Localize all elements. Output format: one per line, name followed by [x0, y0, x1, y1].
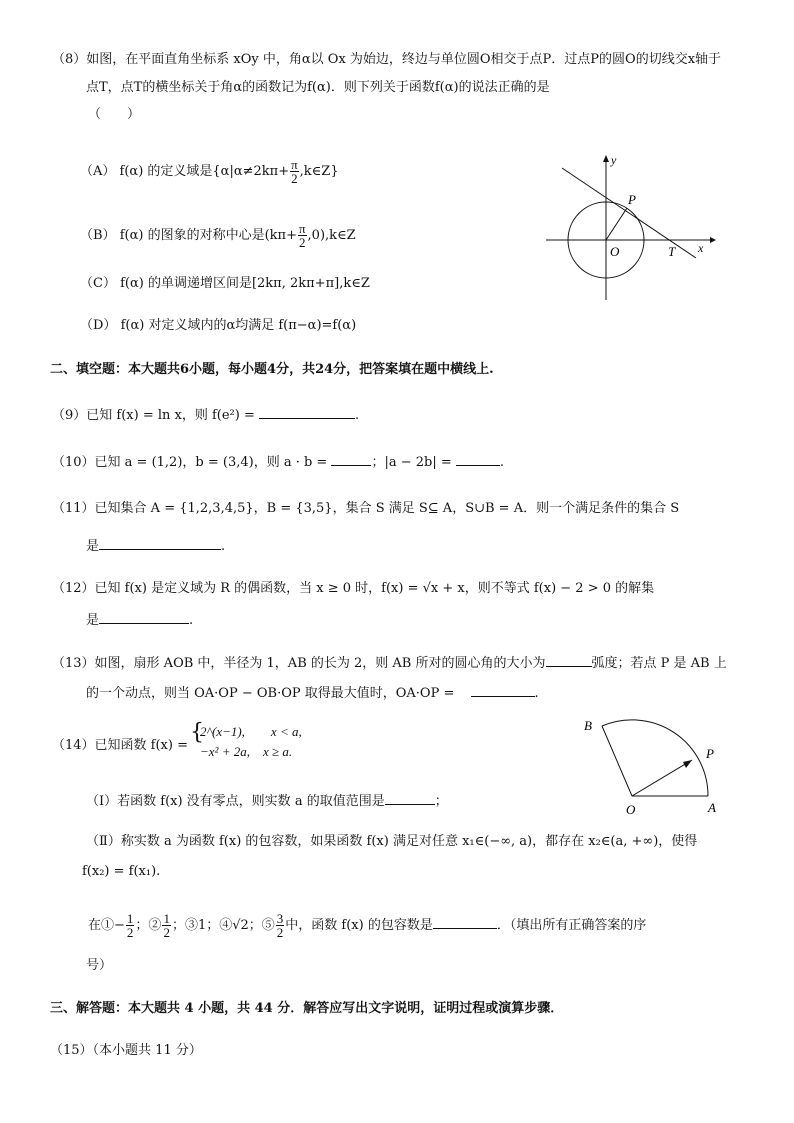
label-y: y	[611, 153, 617, 167]
q9-answer-blank[interactable]	[259, 406, 355, 419]
label-p: P	[706, 746, 714, 761]
option-b-tail: ,0),k∈Z	[307, 228, 356, 243]
q14-part-1	[86, 792, 448, 810]
q13-end: .	[534, 686, 539, 701]
fraction: $\frac{1}{2}$	[126, 911, 134, 940]
q12-end: .	[189, 613, 194, 628]
q13-line1	[52, 654, 727, 672]
section-2-heading: 二、填空题：本大题共6小题，每小题4分，共24分，把答案填在题中横线上.	[50, 362, 494, 377]
option-a-tail: ,k∈Z}	[299, 164, 339, 179]
q13-line1-text: （13）如图，扇形 AOB 中，半径为 1，AB 的长为 2，则 AB 所对的圆心角的大小为	[52, 656, 546, 671]
q10-text: （10）已知 a = (1,2)，b = (3,4)，则 a · b =	[52, 455, 332, 470]
q14-part-1-text: （Ⅰ）若函数 f(x) 没有零点，则实数 a 的取值范围是	[86, 794, 385, 809]
q13-answer-blank-2[interactable]	[471, 684, 535, 697]
label-o: O	[626, 802, 636, 817]
q13-answer-blank-1[interactable]	[546, 654, 592, 667]
q14-part-2-line1: （Ⅱ）称实数 a 为函数 f(x) 的包容数，如果函数 f(x) 满足对任意 x₁∈(−∞, a)，都存在 x₂∈(a, +∞)，使得	[86, 834, 698, 849]
q14-case-1: 2^(x−1), x < a,	[200, 724, 302, 739]
q8-option-b	[80, 222, 356, 249]
q10	[52, 453, 504, 471]
q11-answer-blank[interactable]	[99, 537, 221, 550]
q10-end: .	[499, 455, 505, 470]
radius-op	[606, 208, 627, 240]
option-c-text: f(α) 的单调递增区间是[2kπ, 2kπ+π],k∈Z	[120, 276, 370, 291]
q14-opt1-sign: −	[114, 918, 125, 933]
label-a: A	[708, 800, 716, 815]
q10-answer-blank-1[interactable]	[331, 453, 371, 466]
vector-op	[632, 760, 692, 796]
unit-circle-figure	[540, 150, 720, 310]
option-d-label: （D）	[80, 318, 117, 333]
option-d-text: f(α) 对定义域内的α均满足 f(π−α)=f(α)	[120, 318, 357, 333]
sector-figure	[576, 712, 736, 824]
q14-opt3: ；③1；④√2；⑤	[171, 918, 275, 933]
fraction: $\frac{\pi}{2}$	[291, 157, 298, 186]
label-p: P	[628, 192, 636, 207]
q9-text: （9）已知 f(x) = ln x，则 f(e²) =	[52, 408, 259, 423]
label-t: T	[668, 244, 676, 259]
q9-end: .	[355, 408, 360, 423]
option-a-text: f(α) 的定义域是{α|α≠2kπ+	[119, 164, 290, 179]
q11-line2-text: 是	[86, 539, 100, 554]
q12-answer-blank[interactable]	[99, 611, 189, 624]
tangent-line	[562, 168, 696, 258]
q8-answer-paren: （ ）	[88, 107, 141, 122]
q13-line2	[86, 684, 539, 702]
label-b: B	[584, 718, 592, 733]
q11-line1: （11）已知集合 A = {1,2,3,4,5}，B = {3,5}，集合 S 满足 S⊆ A，S∪B = A．则一个满足条件的集合 S	[52, 501, 680, 516]
q14-part-2-line2: f(x₂) = f(x₁).	[82, 864, 161, 879]
radius-ob	[602, 726, 632, 796]
section-3-heading: 三、解答题：本大题共 4 小题，共 44 分．解答应写出文字说明，证明过程或演算步骤．	[50, 1001, 564, 1016]
q10-answer-blank-2[interactable]	[456, 453, 500, 466]
q14-list-line2: 号）	[86, 958, 113, 973]
fraction: $\frac{3}{2}$	[276, 911, 284, 940]
option-b-label: （B）	[80, 228, 116, 243]
q12-line2	[86, 611, 193, 629]
y-axis-arrow	[603, 155, 609, 162]
q8-option-c	[80, 276, 370, 292]
q12-line1: （12）已知 f(x) 是定义域为 R 的偶函数，当 x ≥ 0 时，f(x) = √x + x，则不等式 f(x) − 2 > 0 的解集	[52, 581, 655, 596]
vector-op-arrow	[683, 760, 692, 768]
fraction: $\frac{1}{2}$	[163, 911, 170, 940]
q11-end: .	[221, 539, 226, 554]
q14-answer-blank-2[interactable]	[433, 916, 497, 929]
q14-list-post: 中，函数 f(x) 的包容数是	[285, 918, 433, 933]
arc-ab	[602, 720, 708, 796]
q15-heading: （15）（本小题共 11 分）	[50, 1043, 202, 1058]
q8-line2: 点T，点T的横坐标关于角α的函数记为f(α)．则下列关于函数f(α)的说法正确的是	[86, 80, 550, 95]
q14-brace: {	[190, 720, 204, 745]
option-a-label: （A）	[80, 164, 116, 179]
q12-line2-text: 是	[86, 613, 100, 628]
q14-opt2-pre: ；②	[135, 918, 162, 933]
q11-line2	[86, 537, 225, 555]
option-c-label: （C）	[80, 276, 116, 291]
q14-list-pre: 在①	[88, 918, 115, 933]
fraction: $\frac{\pi}{2}$	[298, 221, 306, 250]
q8-line1: （8）如图，在平面直角坐标系 xOy 中，角α以 Ox 为始边，终边与单位圆O相交于点P．过点P的圆O的切线交x轴于	[52, 52, 722, 67]
option-b-text: f(α) 的图象的对称中心是(kπ+	[119, 228, 297, 243]
q14-intro: （14）已知函数 f(x) =	[52, 738, 188, 753]
label-o: O	[610, 244, 620, 259]
q8-option-d	[80, 318, 356, 334]
q8-option-a	[80, 158, 339, 185]
q14-part-1-end: ；	[434, 794, 448, 809]
q14-list-tail: ．（填出所有正确答案的序	[496, 918, 647, 933]
q10-mid: ；|a − 2b| =	[371, 455, 456, 470]
x-axis-arrow	[710, 237, 716, 243]
q9	[52, 406, 359, 424]
label-x: x	[698, 241, 704, 255]
q14-options	[88, 912, 646, 939]
q13-line2-text: 的一个动点，则当 OA·OP − OB·OP 取得最大值时，OA·OP =	[86, 686, 455, 701]
q14-answer-blank-1[interactable]	[385, 792, 435, 805]
q13-line1b: 弧度；若点 P 是 AB 上	[591, 656, 727, 671]
q14-case-2: −x² + 2a, x ≥ a.	[200, 744, 293, 759]
